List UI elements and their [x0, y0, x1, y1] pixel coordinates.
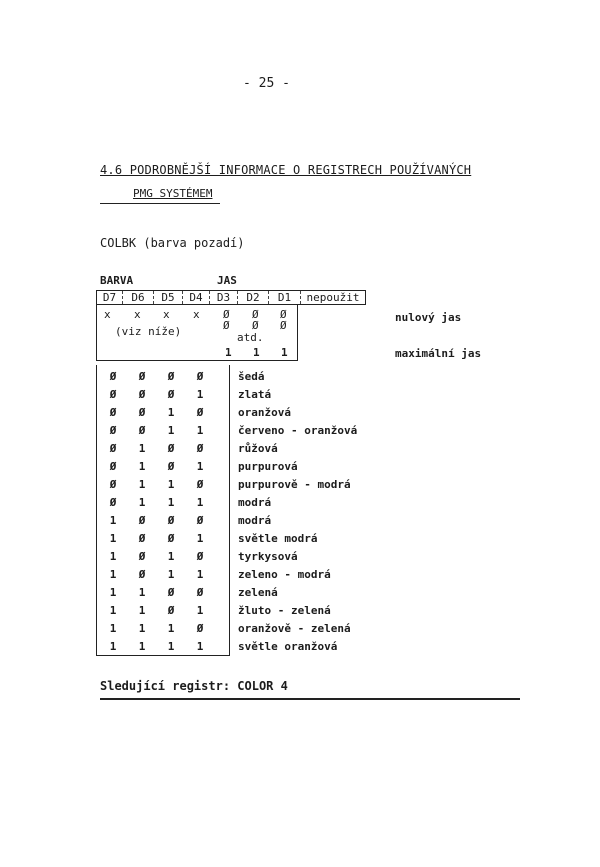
bit-header-d5: D5 — [154, 291, 183, 304]
hue-bit: 1 — [196, 424, 204, 437]
hue-color-name: zelená — [238, 586, 278, 599]
hue-bit: Ø — [109, 406, 117, 419]
bit-header-row — [96, 290, 366, 305]
hue-bit: Ø — [196, 514, 204, 527]
hue-bit: 1 — [109, 586, 117, 599]
hue-bit: Ø — [138, 406, 146, 419]
bit-header-d4: D4 — [183, 291, 210, 304]
hue-bit: 1 — [138, 604, 146, 617]
hue-bit: 1 — [167, 622, 175, 635]
hue-bit: 1 — [109, 532, 117, 545]
section-title: 4.6 PODROBNĚJŠÍ INFORMACE O REGISTRECH POUŽÍVANÝCH — [100, 163, 472, 177]
hue-bit: 1 — [109, 514, 117, 527]
bit-header-d2: D2 — [238, 291, 269, 304]
hue-bit: Ø — [167, 604, 175, 617]
hue-bit: Ø — [109, 370, 117, 383]
hue-bit: Ø — [196, 586, 204, 599]
hue-color-name: žluto - zelená — [238, 604, 331, 617]
bottom-rule — [100, 698, 520, 700]
bit-header-d3: D3 — [210, 291, 238, 304]
hue-placeholder-d5: x — [163, 308, 170, 321]
lum-first-d3: Ø — [223, 308, 230, 321]
lum-second-d2: Ø — [252, 319, 259, 332]
page-number: - 25 - — [243, 76, 290, 91]
hue-bit: 1 — [196, 568, 204, 581]
hue-bit: 1 — [196, 604, 204, 617]
hue-color-name: purpurová — [238, 460, 298, 473]
hue-bit: Ø — [196, 406, 204, 419]
hue-bit: 1 — [109, 550, 117, 563]
hue-bit: 1 — [167, 568, 175, 581]
hue-bit: Ø — [196, 442, 204, 455]
section-title-continued: PMG SYSTÉMEM — [133, 187, 213, 200]
hue-bit: 1 — [167, 478, 175, 491]
hue-color-name: tyrkysová — [238, 550, 298, 563]
hue-bit: 1 — [167, 640, 175, 653]
hue-bit: 1 — [196, 460, 204, 473]
hue-bit: Ø — [196, 622, 204, 635]
hue-bit: Ø — [167, 388, 175, 401]
hue-bit: 1 — [138, 496, 146, 509]
hue-note: (viz níže) — [115, 325, 182, 338]
title-underline — [100, 203, 220, 204]
hue-bit: Ø — [109, 442, 117, 455]
hue-bit: 1 — [138, 478, 146, 491]
hue-bit: Ø — [167, 514, 175, 527]
lum-first-d1: Ø — [280, 308, 287, 321]
hue-color-name: světle oranžová — [238, 640, 338, 653]
hue-color-name: zeleno - modrá — [238, 568, 331, 581]
hue-placeholder-d6: x — [134, 308, 141, 321]
hue-bit: 1 — [196, 532, 204, 545]
hue-bit: 1 — [109, 640, 117, 653]
hue-color-name: purpurově - modrá — [238, 478, 351, 491]
hue-bit: Ø — [167, 460, 175, 473]
hue-bit: Ø — [138, 532, 146, 545]
hue-bit: 1 — [138, 460, 146, 473]
hue-placeholder-d4: x — [193, 308, 200, 321]
hue-bit: 1 — [167, 424, 175, 437]
hue-bit: Ø — [167, 442, 175, 455]
hue-bit: 1 — [167, 496, 175, 509]
next-register: Sledující registr: COLOR 4 — [100, 679, 288, 693]
lum-first-d2: Ø — [252, 308, 259, 321]
lum-last-d3: 1 — [225, 346, 232, 359]
hue-bit: 1 — [196, 496, 204, 509]
hue-color-name: oranžová — [238, 406, 291, 419]
hue-bit: Ø — [196, 550, 204, 563]
label-zero-luminance: nulový jas — [395, 311, 462, 324]
register-name: COLBK (barva pozadí) — [100, 236, 245, 250]
hue-bit: 1 — [196, 388, 204, 401]
hue-bit: 1 — [109, 568, 117, 581]
hue-color-name: modrá — [238, 514, 272, 527]
hue-color-name: šedá — [238, 370, 265, 383]
lum-second-d3: Ø — [223, 319, 230, 332]
bit-header-d7: D7 — [97, 291, 123, 304]
hue-color-name: růžová — [238, 442, 278, 455]
hue-bit: Ø — [196, 478, 204, 491]
hue-bit: Ø — [167, 586, 175, 599]
hue-bit: Ø — [138, 568, 146, 581]
hue-bit: Ø — [167, 532, 175, 545]
hue-color-name: modrá — [238, 496, 272, 509]
hue-bit: Ø — [138, 388, 146, 401]
hue-bit: Ø — [138, 370, 146, 383]
hue-bit: 1 — [109, 622, 117, 635]
hue-bit: Ø — [138, 424, 146, 437]
group-label-barva: BARVA — [100, 274, 134, 287]
hue-color-name: červeno - oranžová — [238, 424, 358, 437]
hue-bit: 1 — [196, 640, 204, 653]
hue-bit: Ø — [138, 550, 146, 563]
hue-bit: Ø — [138, 514, 146, 527]
bit-header-d1: D1 — [269, 291, 301, 304]
hue-bit: Ø — [109, 478, 117, 491]
hue-bit: 1 — [138, 586, 146, 599]
hue-bit: 1 — [138, 640, 146, 653]
hue-bit: 1 — [167, 406, 175, 419]
hue-placeholder-d7: x — [104, 308, 111, 321]
hue-bit: Ø — [109, 496, 117, 509]
label-max-luminance: maximální jas — [395, 347, 482, 360]
hue-bit: Ø — [109, 460, 117, 473]
lum-last-d2: 1 — [253, 346, 260, 359]
hue-bit: 1 — [109, 604, 117, 617]
hue-bit: 1 — [167, 550, 175, 563]
hue-color-name: oranžově - zelená — [238, 622, 351, 635]
bit-header-d6: D6 — [123, 291, 154, 304]
group-label-jas: JAS — [217, 274, 237, 287]
hue-color-name: světle modrá — [238, 532, 318, 545]
hue-bit: Ø — [109, 388, 117, 401]
lum-second-d1: Ø — [280, 319, 287, 332]
hue-color-name: zlatá — [238, 388, 272, 401]
hue-bit: 1 — [138, 622, 146, 635]
hue-bit: Ø — [196, 370, 204, 383]
lum-last-d1: 1 — [281, 346, 288, 359]
lum-etc: atd. — [237, 331, 264, 344]
hue-bit: Ø — [109, 424, 117, 437]
bit-header-d0-unused: nepoužit — [306, 291, 360, 304]
hue-bit: 1 — [138, 442, 146, 455]
hue-bit: Ø — [167, 370, 175, 383]
